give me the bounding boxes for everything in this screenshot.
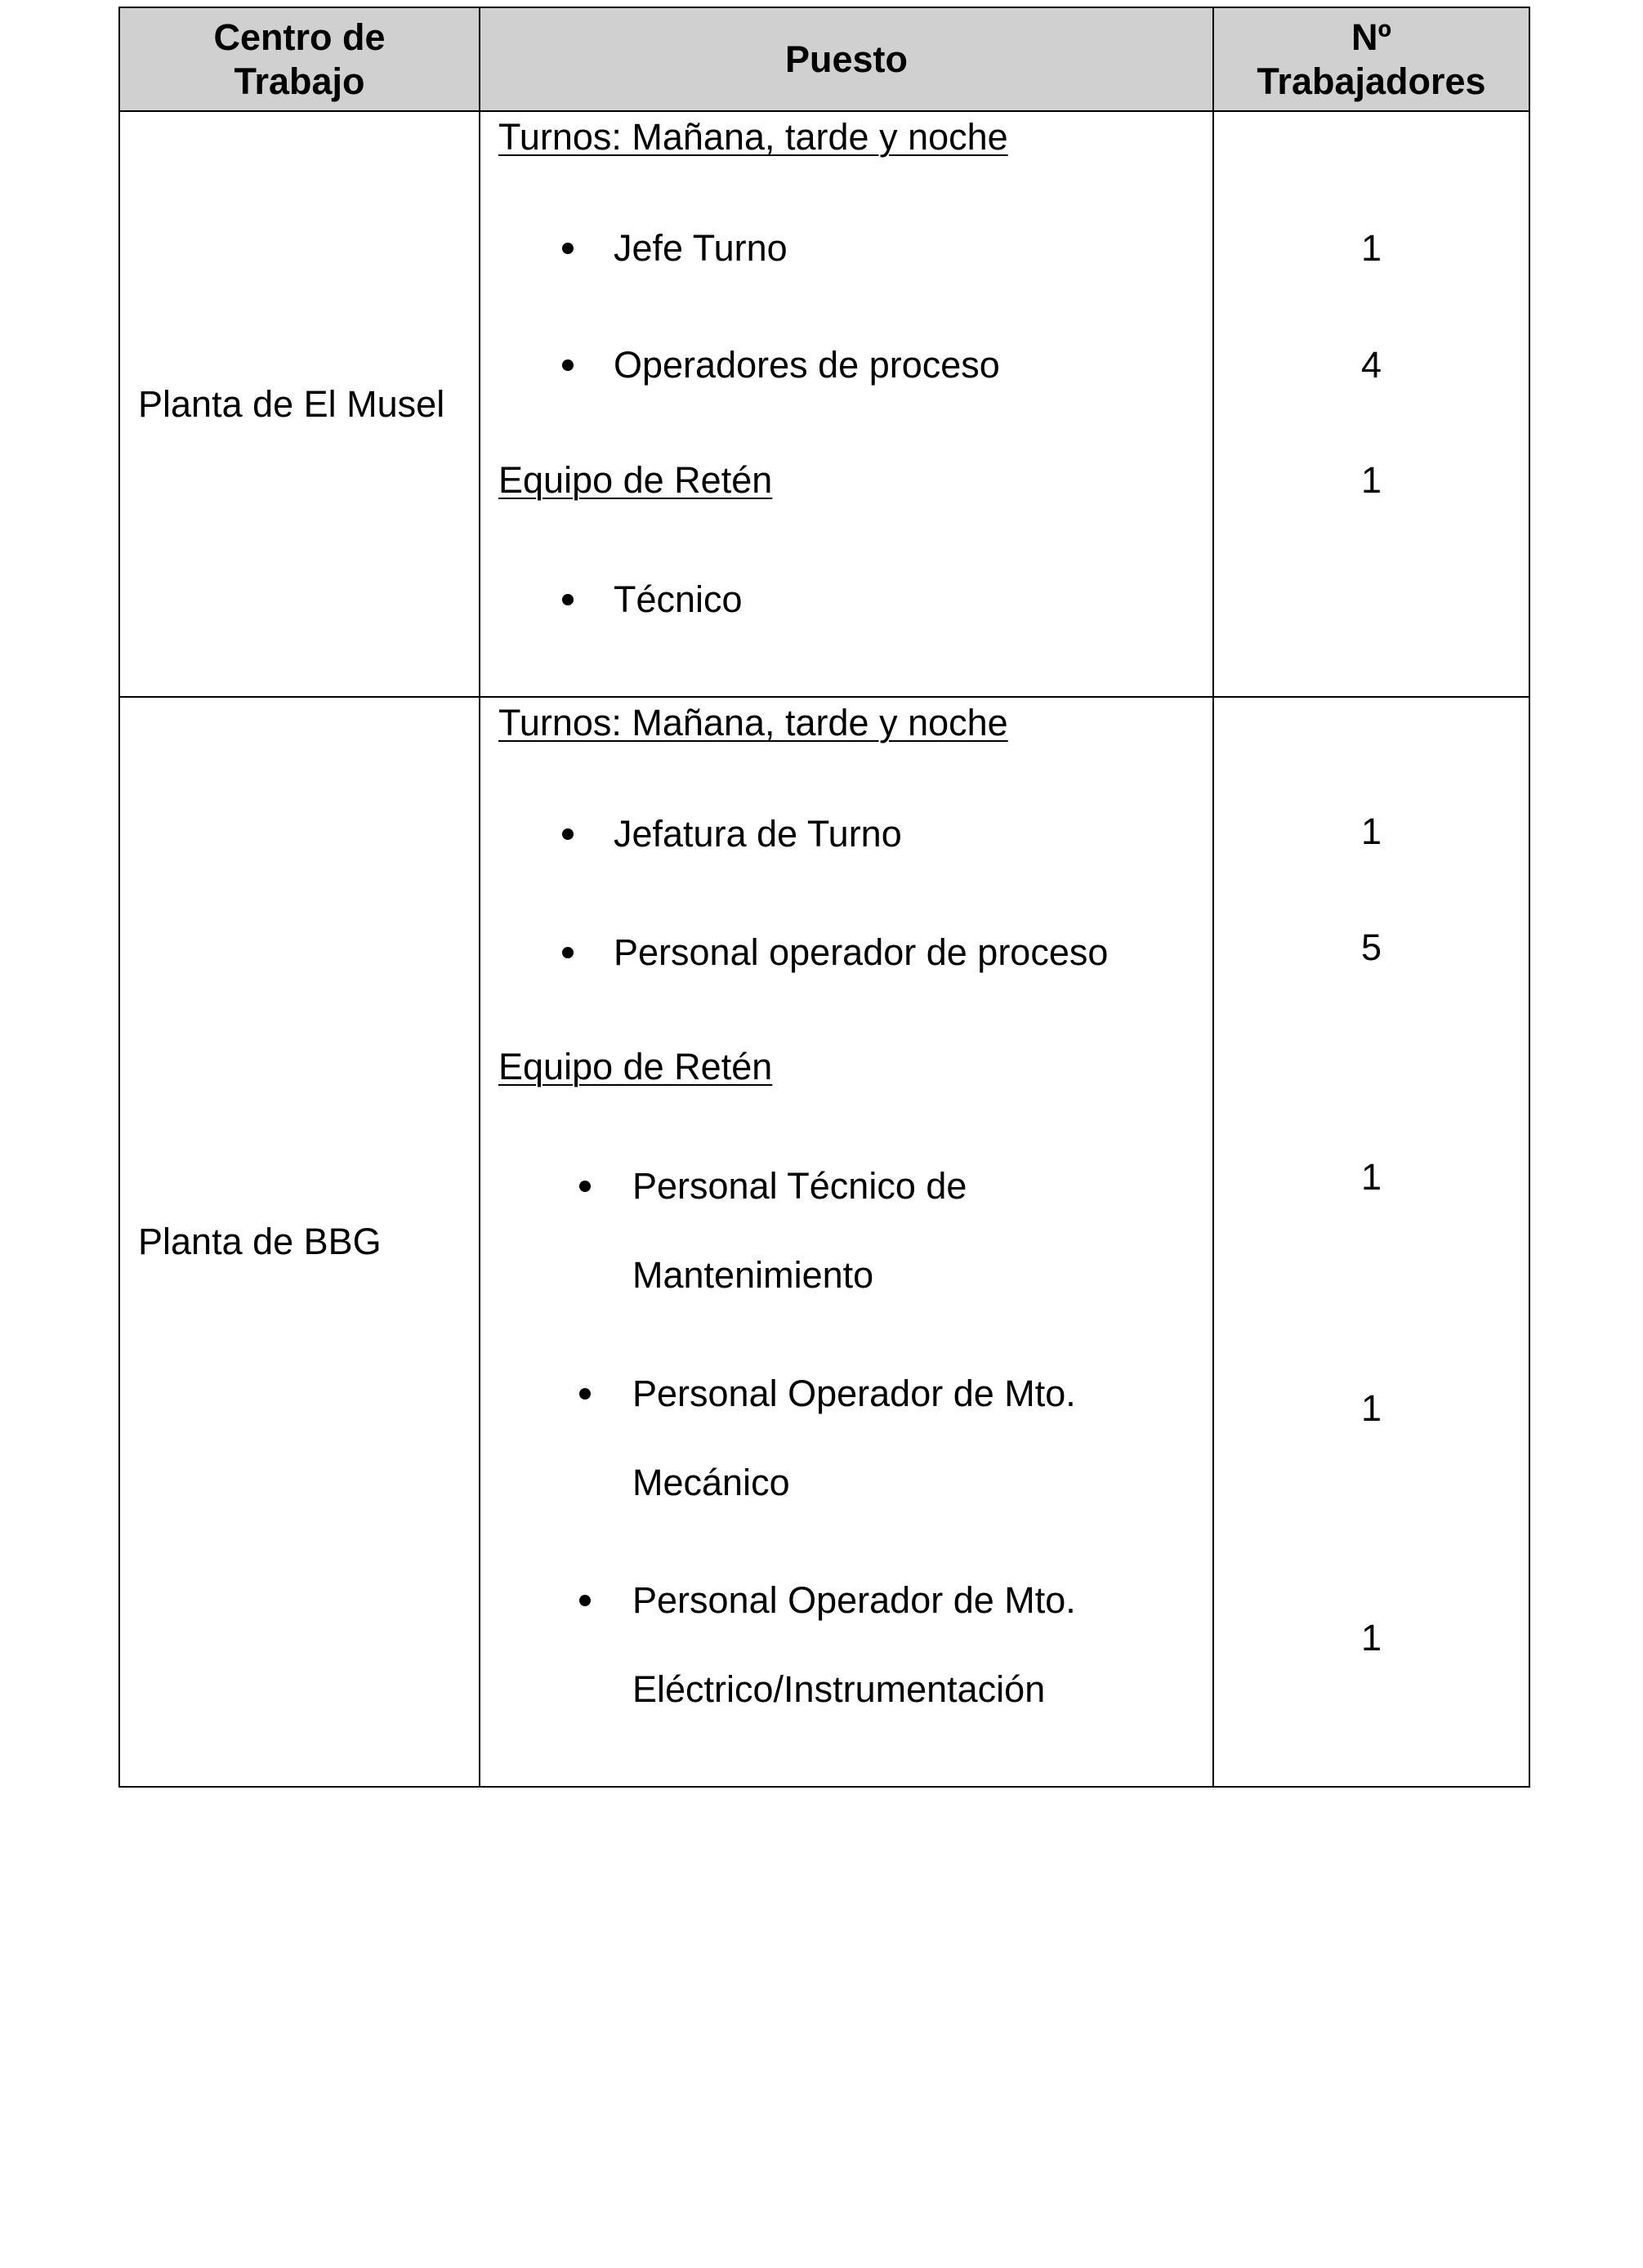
count-value: 1 bbox=[1360, 1156, 1382, 1198]
header-centro-de-trabajo bbox=[119, 7, 480, 111]
list-item: Jefe Turno bbox=[614, 227, 788, 269]
turnos-title: Turnos: Mañana, tarde y noche bbox=[498, 702, 1008, 743]
count-value: 1 bbox=[1360, 810, 1382, 852]
bullet-icon bbox=[562, 594, 574, 605]
bullet-icon bbox=[579, 1388, 591, 1400]
reten-title: Equipo de Retén bbox=[498, 1046, 773, 1087]
count-value: 1 bbox=[1360, 459, 1382, 501]
header-num-line2: Trabajadores bbox=[1257, 60, 1486, 102]
header-num-line1: Nº bbox=[1351, 16, 1391, 58]
bullet-icon bbox=[562, 828, 574, 840]
list-item: Jefatura de Turno bbox=[614, 813, 902, 855]
table-row-el-musel bbox=[119, 111, 1529, 697]
bullet-icon bbox=[579, 1181, 591, 1192]
count-value: 5 bbox=[1360, 926, 1382, 968]
list-item: Personal operador de proceso bbox=[614, 931, 1109, 973]
list-item-line2: Mantenimiento bbox=[632, 1254, 874, 1296]
centro-cell bbox=[119, 697, 480, 1787]
puesto-cell bbox=[480, 697, 1213, 1787]
list-item: Operadores de proceso bbox=[614, 344, 1000, 386]
bullet-icon bbox=[562, 243, 574, 254]
count-value: 1 bbox=[1360, 227, 1382, 269]
bullet-icon bbox=[562, 359, 574, 371]
list-item: Técnico bbox=[614, 578, 743, 620]
header-centro-line2: Trabajo bbox=[234, 60, 365, 102]
header-puesto-label: Puesto bbox=[784, 38, 909, 80]
header-puesto bbox=[480, 7, 1213, 111]
personnel-table bbox=[118, 7, 1530, 1788]
centro-label: Planta de El Musel bbox=[138, 382, 445, 425]
list-item-line1: Personal Operador de Mto. bbox=[632, 1579, 1076, 1621]
reten-title: Equipo de Retén bbox=[498, 459, 773, 501]
list-item-line2: Mecánico bbox=[632, 1462, 790, 1503]
header-centro-line1: Centro de bbox=[213, 16, 386, 58]
table-row-bbg bbox=[119, 697, 1529, 1787]
list-item-line1: Personal Operador de Mto. bbox=[632, 1373, 1076, 1414]
turnos-title: Turnos: Mañana, tarde y noche bbox=[498, 116, 1008, 158]
centro-label: Planta de BBG bbox=[138, 1221, 382, 1262]
count-value: 1 bbox=[1360, 1387, 1382, 1429]
count-cell bbox=[1213, 697, 1529, 1787]
table-header-row bbox=[119, 7, 1529, 111]
bullet-icon bbox=[562, 947, 574, 958]
count-cell bbox=[1213, 111, 1529, 697]
count-value: 4 bbox=[1360, 344, 1382, 386]
bullet-icon bbox=[579, 1595, 591, 1606]
list-item-line2: Eléctrico/Instrumentación bbox=[632, 1668, 1046, 1710]
puesto-cell bbox=[480, 111, 1213, 697]
header-num-trabajadores bbox=[1213, 7, 1529, 111]
centro-cell bbox=[119, 111, 480, 697]
count-value: 1 bbox=[1360, 1617, 1382, 1659]
personnel-table-container bbox=[118, 7, 1529, 1788]
list-item-line1: Personal Técnico de bbox=[632, 1165, 967, 1207]
